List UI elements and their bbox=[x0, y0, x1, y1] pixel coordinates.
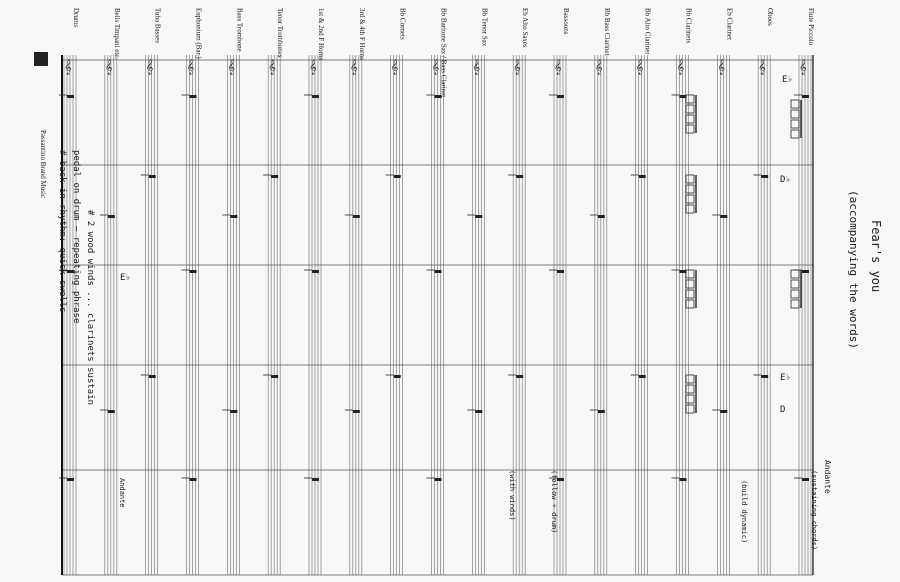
note-head bbox=[761, 375, 768, 378]
staff-4 bbox=[227, 55, 239, 575]
staff-9 bbox=[432, 55, 444, 575]
note-head bbox=[353, 410, 360, 413]
staff-8 bbox=[391, 55, 403, 575]
note-head bbox=[686, 375, 694, 383]
note-head bbox=[686, 290, 694, 298]
note-head bbox=[67, 478, 74, 481]
chord-mark-4: D bbox=[780, 405, 786, 415]
clef-icon: 𝄞 bbox=[799, 60, 807, 75]
note-head bbox=[686, 115, 694, 123]
note-head bbox=[761, 175, 768, 178]
staff-6 bbox=[309, 55, 321, 575]
instrument-label: 1st & 2nd F Horns bbox=[317, 8, 325, 61]
note-head bbox=[802, 95, 809, 98]
clef-icon: 𝄞 bbox=[309, 60, 317, 75]
note-head bbox=[190, 95, 197, 98]
instrument-label: Eb Alto Saxes bbox=[521, 8, 530, 48]
note-head bbox=[271, 175, 278, 178]
staff-3 bbox=[187, 55, 199, 575]
note-head bbox=[108, 410, 115, 413]
instrument-label: Bassoons bbox=[562, 8, 570, 35]
clef-icon: 𝄞 bbox=[186, 60, 195, 75]
note-head bbox=[475, 410, 482, 413]
staff-5 bbox=[268, 55, 280, 575]
tempo-right: Andante bbox=[823, 460, 832, 494]
staff-system bbox=[64, 55, 811, 575]
clef-icon: 𝄞 bbox=[431, 60, 440, 75]
clef-icon: 𝄞 bbox=[104, 60, 113, 75]
instrument-label: Bb Tenor Sax bbox=[480, 8, 489, 47]
instrument-labels bbox=[72, 8, 815, 97]
staff-7 bbox=[350, 55, 362, 575]
clef-icon: 𝄞 bbox=[390, 60, 399, 75]
chord-mark-3: E♭ bbox=[780, 373, 791, 383]
note-head bbox=[557, 270, 564, 273]
note-head bbox=[686, 395, 694, 403]
publisher-logo-text: Passantino Brand Music bbox=[39, 130, 47, 199]
note-head bbox=[686, 270, 694, 278]
clef-icon: 𝄞 bbox=[227, 60, 236, 75]
instrument-label: Oboes bbox=[766, 8, 775, 26]
note-head bbox=[680, 95, 687, 98]
note-head bbox=[435, 478, 442, 481]
note-head bbox=[230, 215, 237, 218]
note-head bbox=[353, 215, 360, 218]
note-head bbox=[802, 270, 809, 273]
instrument-label: Bb Clarinets bbox=[684, 8, 693, 44]
annotation-line-3: # 2 wood winds ... clarinets sustain bbox=[85, 210, 95, 406]
note-head bbox=[802, 478, 809, 481]
instrument-label: Bb Alto Clarinet bbox=[643, 8, 652, 55]
note-head bbox=[686, 300, 694, 308]
note-head bbox=[791, 130, 799, 138]
note-head bbox=[791, 100, 799, 108]
instrument-label: Flute Piccolo bbox=[807, 8, 815, 46]
clef-icon: 𝄞 bbox=[635, 60, 644, 75]
staff-16 bbox=[717, 55, 729, 575]
note-head bbox=[791, 280, 799, 288]
note-head bbox=[686, 95, 694, 103]
instrument-label: Bb Bass Clarinet bbox=[602, 8, 611, 56]
note-head bbox=[312, 478, 319, 481]
note-head bbox=[720, 215, 727, 218]
note-head bbox=[312, 270, 319, 273]
staff-10 bbox=[472, 55, 484, 575]
chord-mark-5: E♭ bbox=[120, 273, 131, 283]
clef-icon: 𝄞 bbox=[64, 60, 72, 75]
clef-icon: 𝄞 bbox=[717, 60, 726, 75]
instrument-label: Drums bbox=[72, 8, 80, 28]
instrument-label: Bass Trombone bbox=[235, 8, 244, 52]
annotation-mid-2: (with winds) bbox=[508, 470, 516, 521]
note-head bbox=[108, 215, 115, 218]
instrument-label: Bb Baritone Sax / Bass Clarinet bbox=[439, 8, 448, 98]
note-head bbox=[791, 290, 799, 298]
instrument-label: Euphonium (Bar.) bbox=[194, 8, 203, 59]
staff-14 bbox=[636, 55, 648, 575]
tempo-left: Andante bbox=[118, 478, 126, 508]
note-head bbox=[435, 270, 442, 273]
note-head bbox=[190, 478, 197, 481]
note-head bbox=[686, 185, 694, 193]
note-head bbox=[639, 375, 646, 378]
annotation-right-2: (build dynamic) bbox=[740, 480, 748, 544]
staff-13 bbox=[595, 55, 607, 575]
subtitle-text: (accompanying the words) bbox=[847, 190, 860, 349]
note-head bbox=[149, 375, 156, 378]
annotation-mid-1: (follow + drum) bbox=[550, 470, 558, 534]
note-head bbox=[791, 110, 799, 118]
instrument-label: Eb Clarinet bbox=[725, 8, 734, 41]
note-head bbox=[190, 270, 197, 273]
note-head bbox=[516, 375, 523, 378]
note-head bbox=[680, 270, 687, 273]
note-head bbox=[312, 95, 319, 98]
clef-icon: 𝄞 bbox=[676, 60, 685, 75]
note-head bbox=[680, 478, 687, 481]
clef-icon: 𝄞 bbox=[268, 60, 276, 75]
note-head bbox=[686, 105, 694, 113]
note-head bbox=[686, 205, 694, 213]
title-text: Fear's you bbox=[869, 220, 883, 293]
note-head bbox=[686, 280, 694, 288]
note-head bbox=[149, 175, 156, 178]
note-head bbox=[598, 410, 605, 413]
note-marks bbox=[59, 95, 809, 481]
note-head bbox=[791, 300, 799, 308]
staff-1 bbox=[105, 55, 117, 575]
instrument-label: 3rd & 4th F Horns bbox=[357, 8, 366, 60]
publisher-logo bbox=[34, 52, 48, 198]
clef-icon: 𝄞 bbox=[472, 60, 481, 75]
annotation-line-1: # back in rhythm: quick swells bbox=[57, 150, 67, 313]
chord-mark-1: E♭ bbox=[782, 75, 793, 85]
chord-mark-2: D♭ bbox=[780, 175, 791, 185]
instrument-label: Bb Cornets bbox=[398, 8, 407, 40]
note-head bbox=[720, 410, 727, 413]
note-head bbox=[271, 375, 278, 378]
note-head bbox=[394, 175, 401, 178]
note-head bbox=[67, 95, 74, 98]
clef-icon: 𝄞 bbox=[145, 60, 154, 75]
instrument-label: Tuba Basses bbox=[153, 8, 162, 43]
note-head bbox=[516, 175, 523, 178]
annotation-line-2: pedal on drum — repeating phrase bbox=[71, 150, 81, 324]
note-head bbox=[598, 215, 605, 218]
note-head bbox=[230, 410, 237, 413]
instrument-label: Tenor Trombones bbox=[276, 8, 285, 58]
staff-2 bbox=[146, 55, 158, 575]
note-head bbox=[394, 375, 401, 378]
note-head bbox=[791, 270, 799, 278]
note-head bbox=[686, 195, 694, 203]
clef-icon: 𝄞 bbox=[554, 60, 562, 75]
note-head bbox=[557, 95, 564, 98]
note-head bbox=[475, 215, 482, 218]
note-head bbox=[686, 125, 694, 133]
note-head bbox=[686, 405, 694, 413]
staff-17 bbox=[758, 55, 770, 575]
note-head bbox=[686, 175, 694, 183]
clef-icon: 𝄞 bbox=[513, 60, 521, 75]
clef-icon: 𝄞 bbox=[349, 60, 358, 75]
annotation-right-1: (sustaining chords) bbox=[810, 470, 818, 551]
instrument-label: Bells Timpani etc. bbox=[112, 8, 121, 60]
clef-icon: 𝄞 bbox=[758, 60, 766, 75]
note-head bbox=[791, 120, 799, 128]
note-head bbox=[686, 385, 694, 393]
clef-icon: 𝄞 bbox=[594, 60, 603, 75]
note-head bbox=[639, 175, 646, 178]
